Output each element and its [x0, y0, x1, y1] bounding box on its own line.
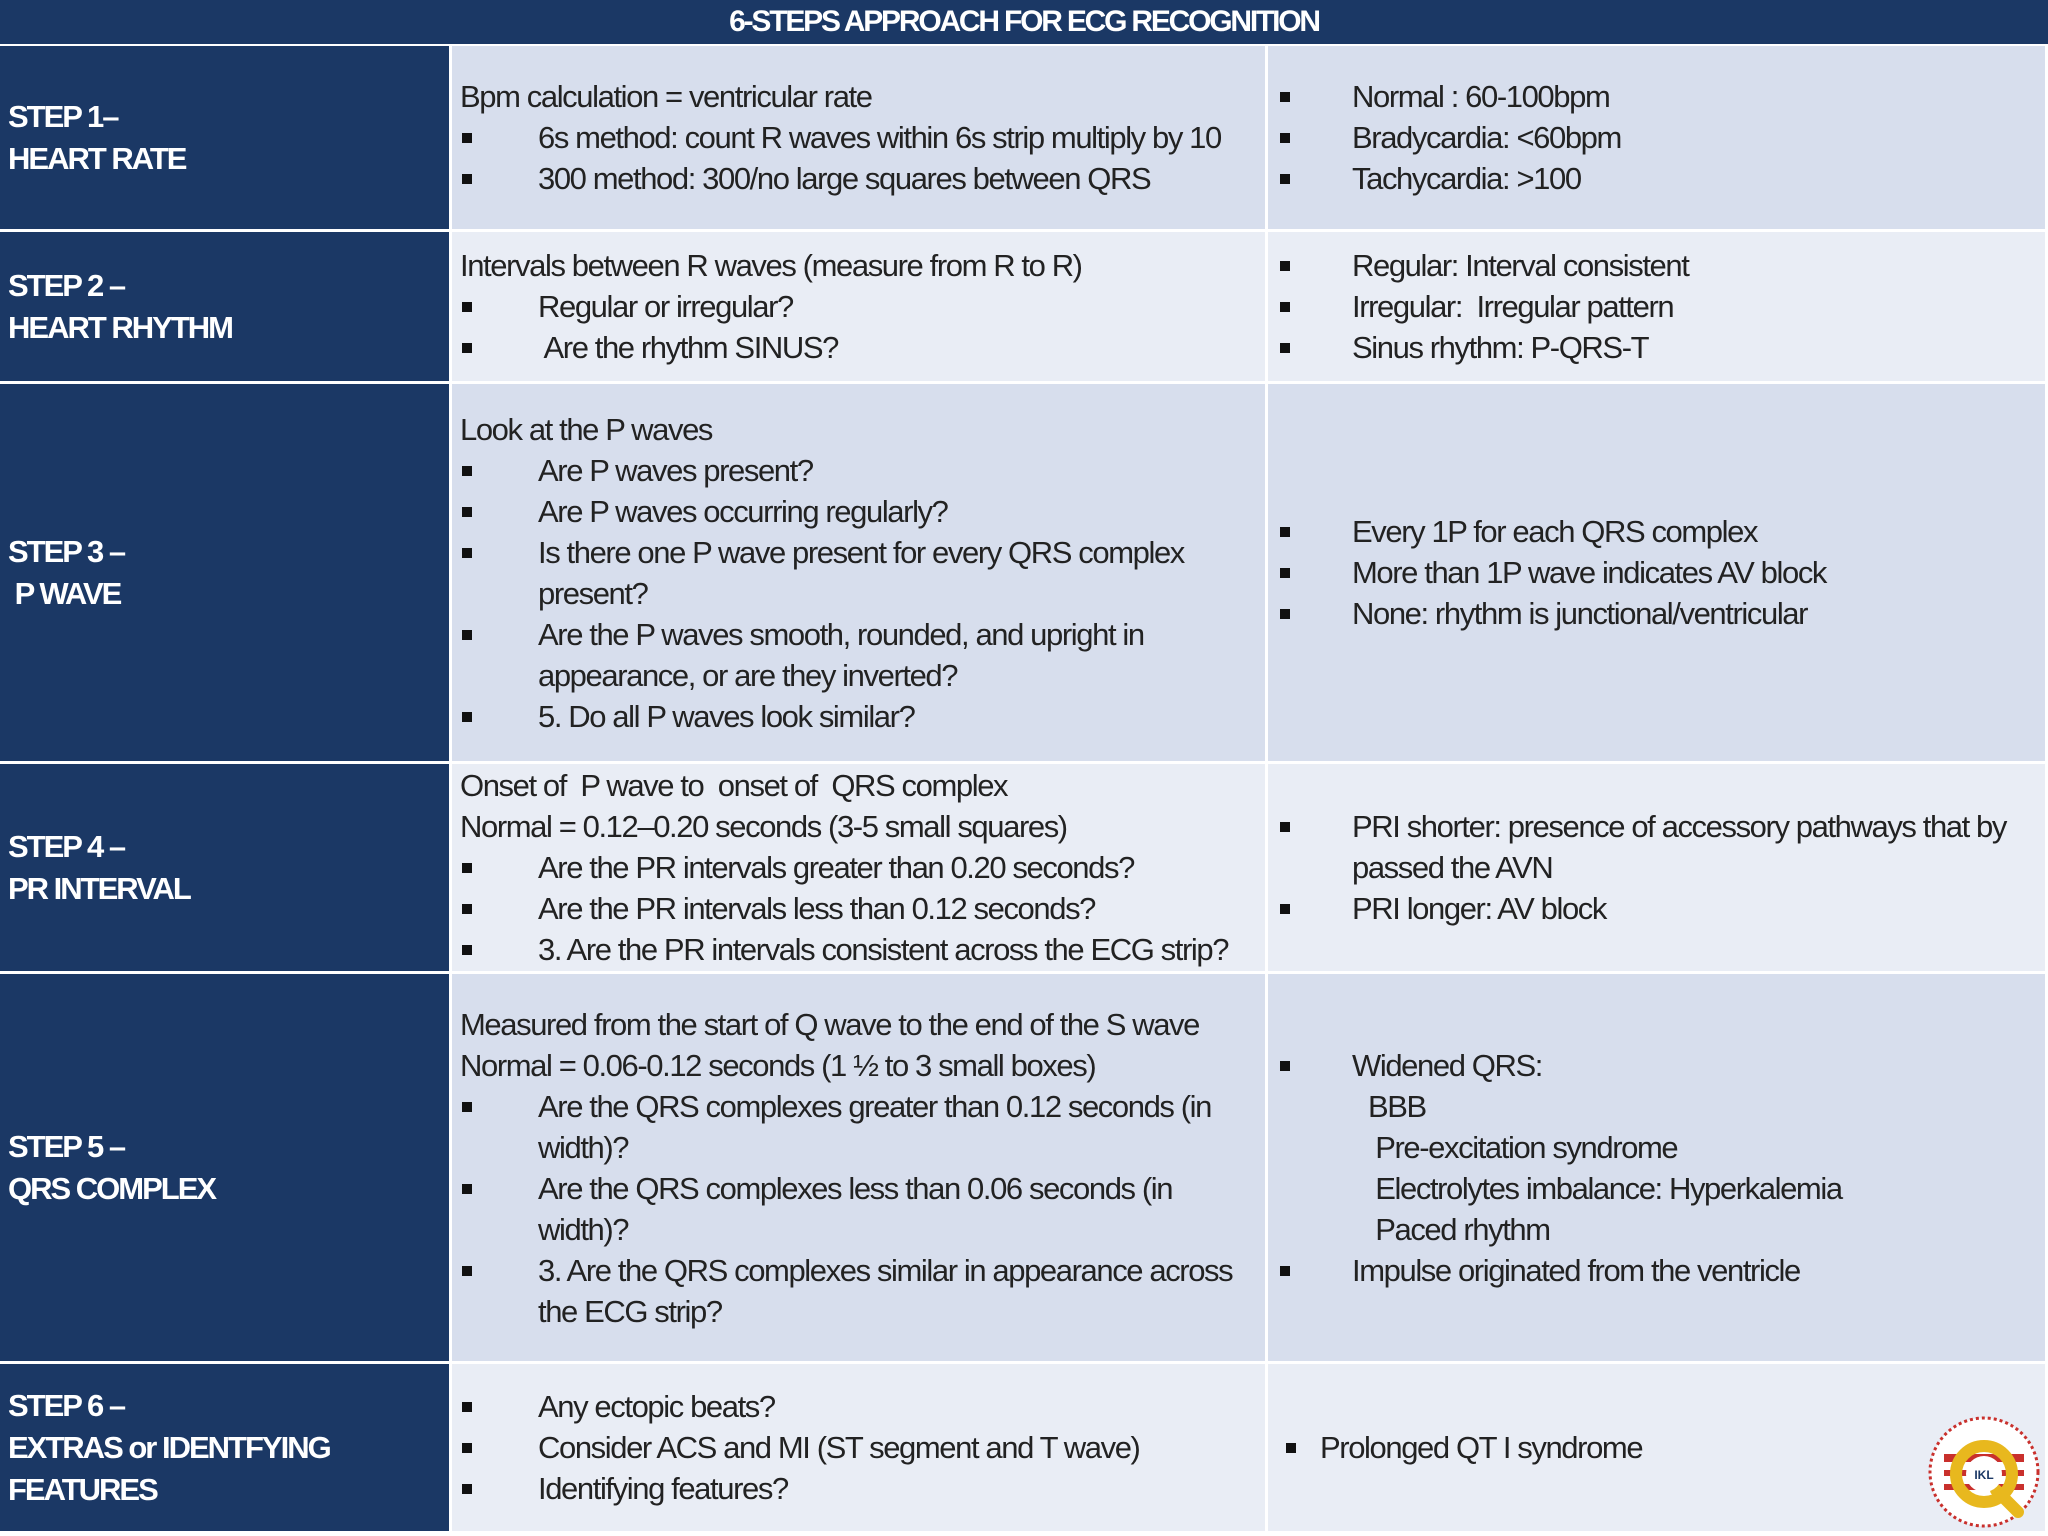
- square-bullet-icon: [462, 863, 472, 873]
- square-bullet-icon: [1280, 1266, 1290, 1276]
- list-item: Tachycardia: >100: [1278, 158, 2035, 199]
- list-item: Regular: Interval consistent: [1278, 245, 2035, 286]
- square-bullet-icon: [1280, 133, 1290, 143]
- square-bullet-icon: [1280, 609, 1290, 619]
- step-label-line: HEART RHYTHM: [8, 309, 232, 345]
- step-2-label: [0, 232, 452, 384]
- step-label-line: EXTRAS or IDENTFYING: [8, 1429, 330, 1465]
- square-bullet-icon: [1280, 302, 1290, 312]
- square-bullet-icon: [462, 945, 472, 955]
- list-item: Are the QRS complexes less than 0.06 seconds (in width)?: [460, 1168, 1257, 1250]
- list-item: Prolonged QT I syndrome: [1284, 1427, 2035, 1468]
- square-bullet-icon: [1280, 568, 1290, 578]
- step-6-method: [452, 1364, 1268, 1534]
- list-item: Are P waves present?: [460, 450, 1257, 491]
- step-label-line: STEP 5 –: [8, 1128, 125, 1164]
- list-item: Are the PR intervals less than 0.12 seconds?: [460, 888, 1257, 929]
- method-lead: Onset of P wave to onset of QRS complex: [460, 768, 1008, 803]
- step-2-findings: [1268, 232, 2048, 384]
- step-label-line: STEP 4 –: [8, 828, 125, 864]
- square-bullet-icon: [1280, 174, 1290, 184]
- list-item: None: rhythm is junctional/ventricular: [1278, 593, 2035, 634]
- square-bullet-icon: [462, 1184, 472, 1194]
- finding-detail: Pre-excitation syndrome: [1368, 1129, 1678, 1165]
- method-lead: Look at the P waves: [460, 411, 713, 447]
- logo-text: IKL: [1974, 1468, 1994, 1482]
- step-4-method: [452, 764, 1268, 974]
- step-2-method: [452, 232, 1268, 384]
- square-bullet-icon: [462, 466, 472, 476]
- step-label-line: STEP 6 –: [8, 1387, 125, 1423]
- list-item: Are the PR intervals greater than 0.20 seconds?: [460, 847, 1257, 888]
- step-1-label: [0, 46, 452, 232]
- list-item: Consider ACS and MI (ST segment and T wave): [460, 1427, 1257, 1468]
- step-3-method: [452, 384, 1268, 764]
- step-3-findings: [1268, 384, 2048, 764]
- square-bullet-icon: [462, 133, 472, 143]
- step-label-line: HEART RATE: [8, 140, 186, 176]
- step-label-line: P WAVE: [8, 575, 121, 611]
- method-normal: Normal = 0.12–0.20 seconds (3-5 small squares): [460, 809, 1067, 844]
- step-4-label: [0, 764, 452, 974]
- square-bullet-icon: [1280, 261, 1290, 271]
- ikl-logo-icon: [1926, 1414, 2042, 1530]
- list-item: More than 1P wave indicates AV block: [1278, 552, 2035, 593]
- square-bullet-icon: [462, 507, 472, 517]
- step-6-label: [0, 1364, 452, 1534]
- method-lead: Measured from the start of Q wave to the end of the S wave: [460, 1006, 1199, 1042]
- finding-detail: Electrolytes imbalance: Hyperkalemia: [1368, 1170, 1842, 1206]
- square-bullet-icon: [462, 548, 472, 558]
- square-bullet-icon: [462, 302, 472, 312]
- list-item: Are the QRS complexes greater than 0.12 seconds (in width)?: [460, 1086, 1257, 1168]
- step-label-line: QRS COMPLEX: [8, 1170, 216, 1206]
- square-bullet-icon: [1280, 343, 1290, 353]
- list-item: Widened QRS:: [1278, 1045, 2035, 1086]
- step-label-line: STEP 1–: [8, 98, 118, 134]
- square-bullet-icon: [462, 1402, 472, 1412]
- step-5-label: [0, 974, 452, 1364]
- list-item: Any ectopic beats?: [460, 1386, 1257, 1427]
- list-item: 3. Are the PR intervals consistent across the ECG strip?: [460, 929, 1257, 970]
- step-label-line: FEATURES: [8, 1471, 157, 1507]
- step-1-findings: [1268, 46, 2048, 232]
- list-item: Sinus rhythm: P-QRS-T: [1278, 327, 2035, 368]
- square-bullet-icon: [462, 712, 472, 722]
- list-item: Regular or irregular?: [460, 286, 1257, 327]
- square-bullet-icon: [462, 904, 472, 914]
- list-item: 5. Do all P waves look similar?: [460, 696, 1257, 737]
- square-bullet-icon: [462, 343, 472, 353]
- list-item: Is there one P wave present for every QRS complex present?: [460, 532, 1257, 614]
- list-item: Are the rhythm SINUS?: [460, 327, 1257, 368]
- list-item: Irregular: Irregular pattern: [1278, 286, 2035, 327]
- step-label-line: STEP 3 –: [8, 533, 125, 569]
- list-item: Bradycardia: <60bpm: [1278, 117, 2035, 158]
- list-item: PRI shorter: presence of accessory pathways that by passed the AVN: [1278, 806, 2035, 888]
- square-bullet-icon: [462, 630, 472, 640]
- square-bullet-icon: [1286, 1443, 1296, 1453]
- step-5-findings: [1268, 974, 2048, 1364]
- list-item: Are P waves occurring regularly?: [460, 491, 1257, 532]
- method-normal: Normal = 0.06-0.12 seconds (1 ½ to 3 small boxes): [460, 1047, 1096, 1083]
- list-item: 3. Are the QRS complexes similar in appearance across the ECG strip?: [460, 1250, 1257, 1332]
- square-bullet-icon: [462, 1443, 472, 1453]
- step-1-method: [452, 46, 1268, 232]
- step-4-findings: [1268, 764, 2048, 974]
- method-lead: Bpm calculation = ventricular rate: [460, 79, 872, 114]
- list-item: Normal : 60-100bpm: [1278, 76, 2035, 117]
- square-bullet-icon: [462, 1102, 472, 1112]
- list-item: Identifying features?: [460, 1468, 1257, 1509]
- list-item: 300 method: 300/no large squares between QRS: [460, 158, 1257, 199]
- list-item: Every 1P for each QRS complex: [1278, 511, 2035, 552]
- method-lead: Intervals between R waves (measure from R to R): [460, 248, 1082, 283]
- list-item: 6s method: count R waves within 6s strip multiply by 10: [460, 117, 1257, 158]
- finding-detail: BBB: [1368, 1088, 1426, 1124]
- list-item: PRI longer: AV block: [1278, 888, 2035, 929]
- square-bullet-icon: [1280, 527, 1290, 537]
- step-label-line: STEP 2 –: [8, 267, 125, 303]
- step-label-line: PR INTERVAL: [8, 870, 190, 906]
- square-bullet-icon: [462, 1266, 472, 1276]
- finding-detail: Paced rhythm: [1368, 1211, 1550, 1247]
- square-bullet-icon: [1280, 92, 1290, 102]
- list-item: Impulse originated from the ventricle: [1278, 1250, 2035, 1291]
- square-bullet-icon: [1280, 822, 1290, 832]
- page-title: 6-STEPS APPROACH FOR ECG RECOGNITION: [0, 0, 2048, 46]
- list-item: Are the P waves smooth, rounded, and upright in appearance, or are they inverted?: [460, 614, 1257, 696]
- square-bullet-icon: [462, 1484, 472, 1494]
- step-3-label: [0, 384, 452, 764]
- step-5-method: [452, 974, 1268, 1364]
- square-bullet-icon: [1280, 1061, 1290, 1071]
- ecg-steps-table: [0, 46, 2048, 1534]
- square-bullet-icon: [1280, 904, 1290, 914]
- square-bullet-icon: [462, 174, 472, 184]
